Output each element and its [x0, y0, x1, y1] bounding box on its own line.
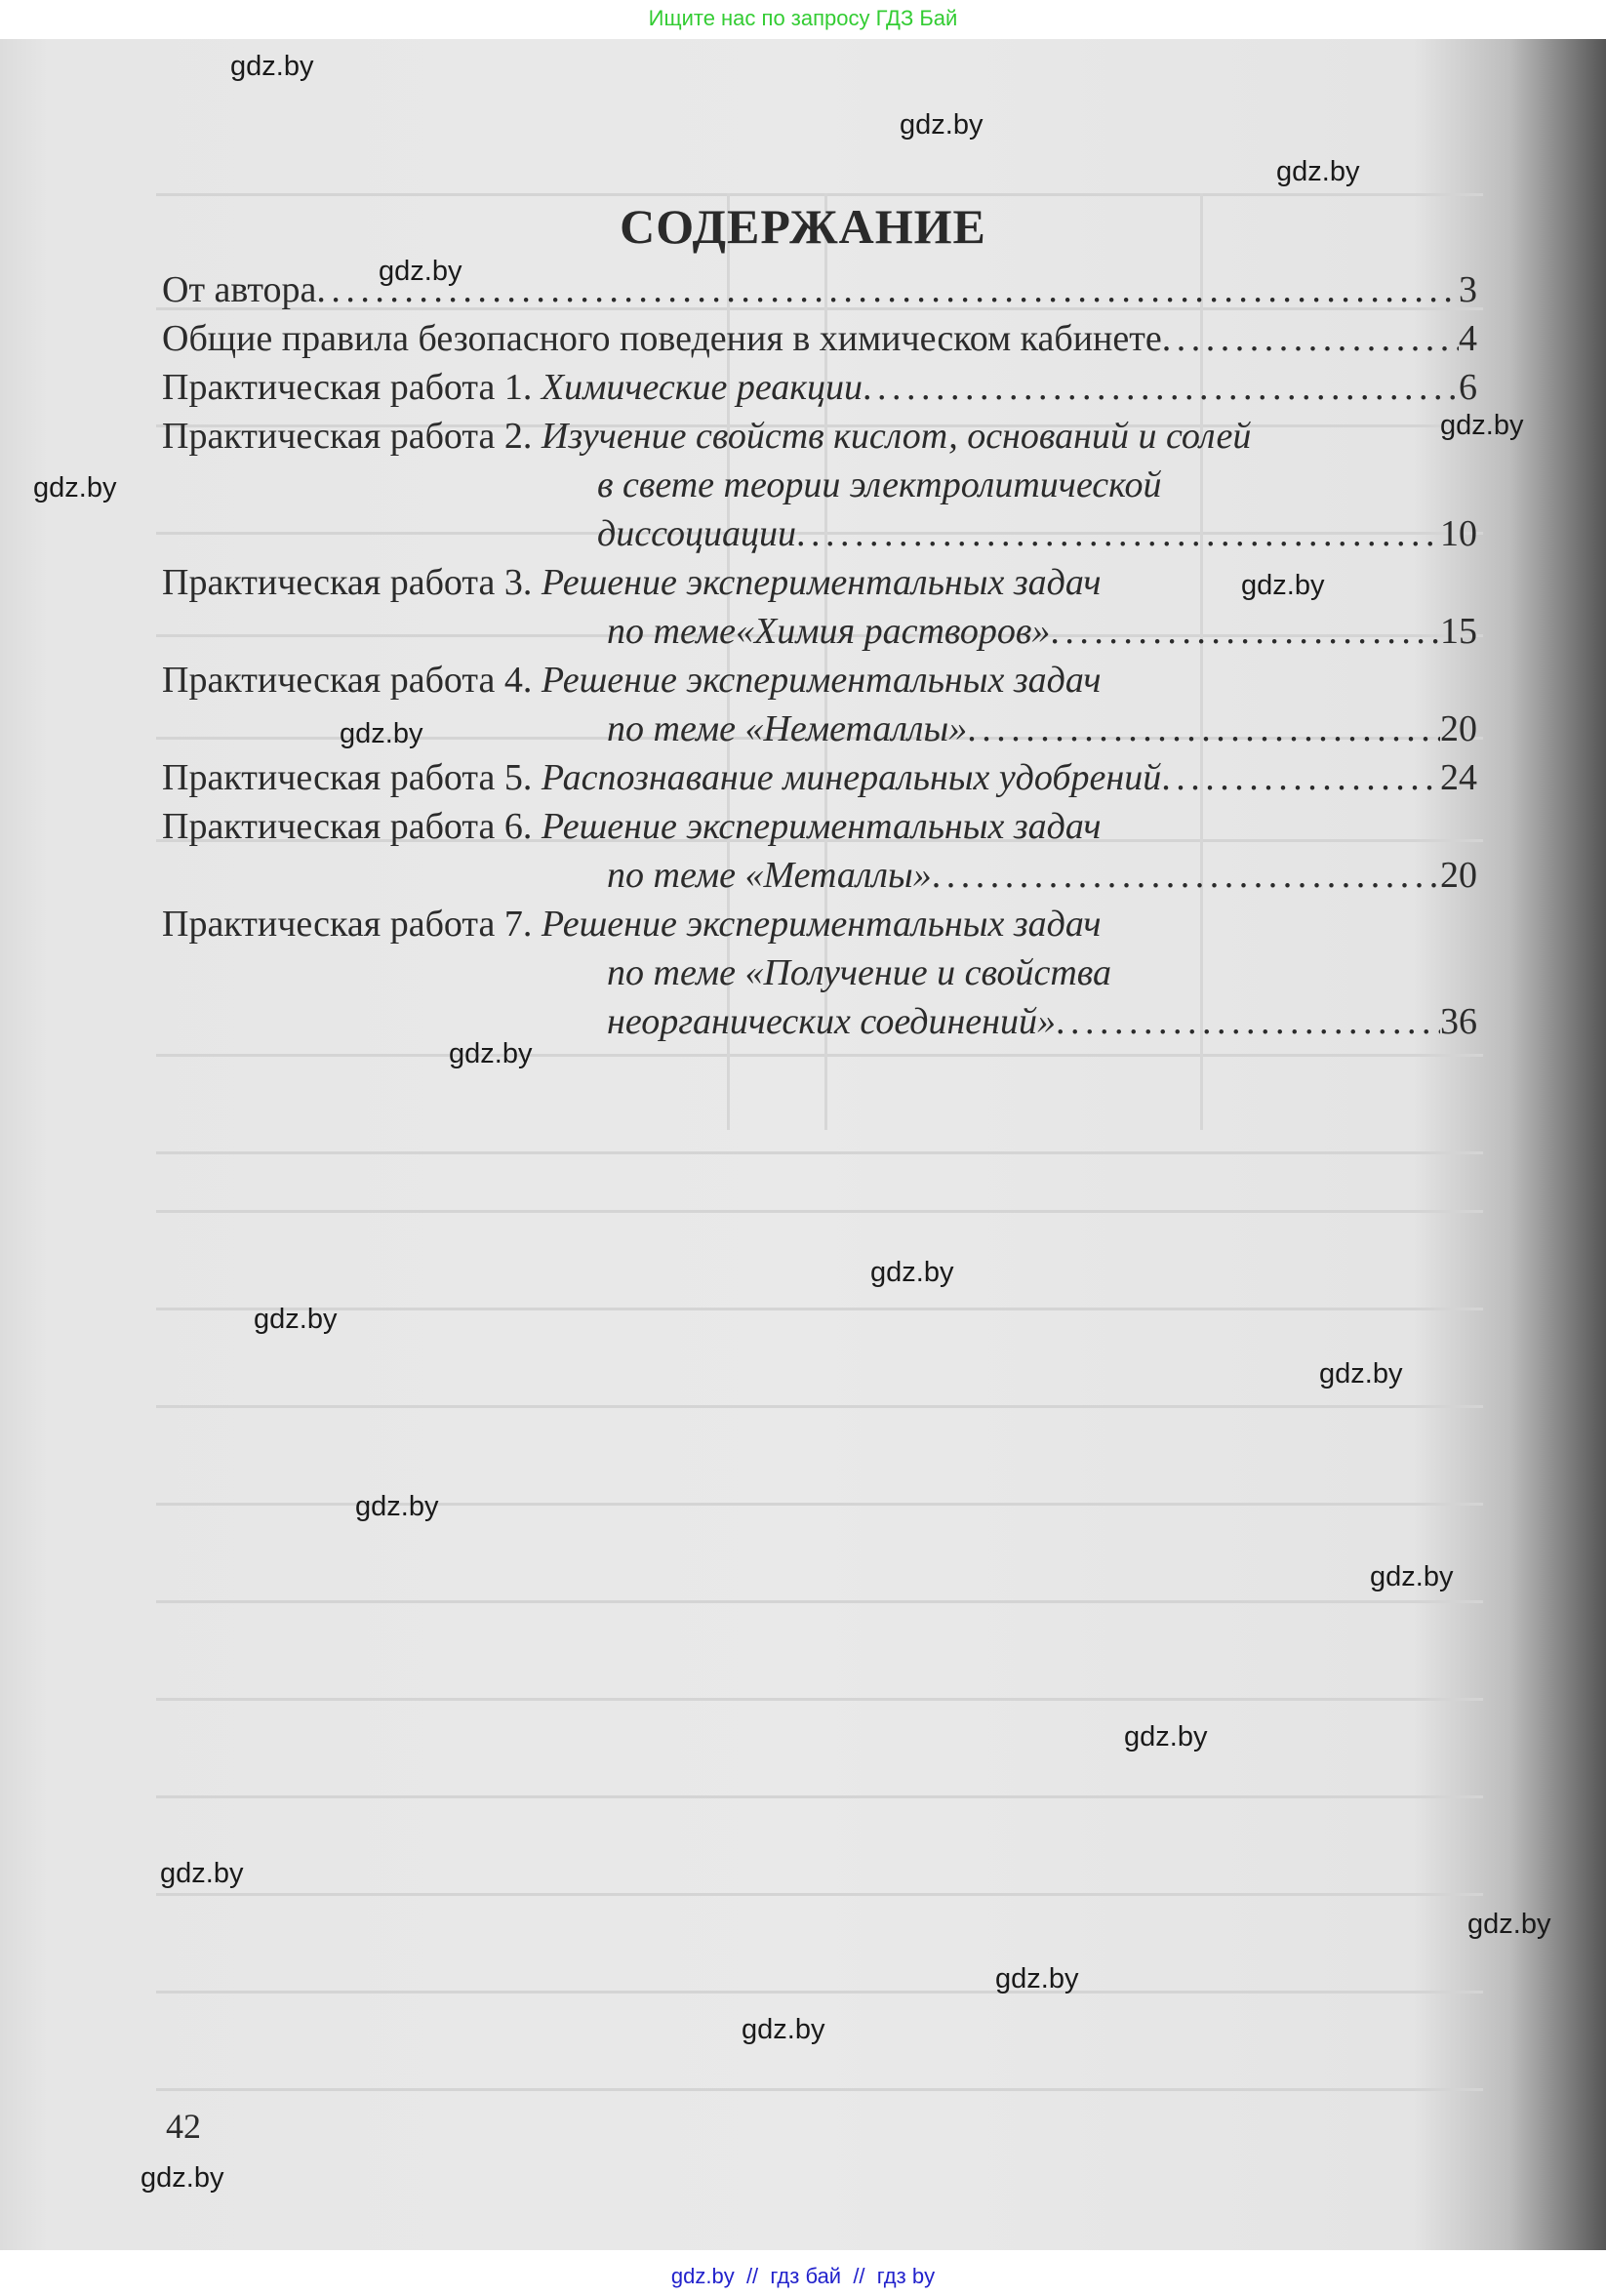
watermark: gdz.by	[1319, 1358, 1403, 1390]
toc-entry[interactable]	[162, 802, 1477, 851]
toc-page-number: 10	[1440, 513, 1477, 554]
ghost-line	[156, 2088, 1483, 2091]
toc-entry-label: Общие правила безопасного поведения в химическом кабинете	[162, 318, 1162, 359]
ghost-line	[156, 1991, 1483, 1994]
toc-entry-continuation	[607, 997, 1477, 1046]
toc-entry-continuation	[607, 948, 1477, 997]
toc-entry-topic: Распознавание минеральных удобрений	[541, 757, 1162, 798]
toc-page-number: 24	[1440, 757, 1477, 798]
watermark: gdz.by	[1241, 570, 1325, 601]
leader-dots	[1056, 997, 1440, 1046]
watermark: gdz.by	[1370, 1561, 1454, 1592]
watermark: gdz.by	[141, 2162, 224, 2194]
toc-entry[interactable]	[162, 900, 1477, 948]
toc-entry[interactable]	[162, 412, 1477, 461]
toc-entry-topic: по теме «Неметаллы»	[607, 708, 968, 749]
ghost-line	[156, 1210, 1483, 1213]
leader-dots	[967, 705, 1440, 753]
toc-entry-continuation	[597, 461, 1477, 509]
leader-dots	[932, 851, 1440, 900]
ghost-line	[156, 193, 1483, 196]
leader-dots	[1050, 607, 1440, 656]
toc-entry-topic: в свете теории электролитической	[597, 464, 1162, 505]
ghost-line	[156, 1151, 1483, 1154]
toc-entry-label: Практическая работа 6.	[162, 806, 542, 847]
watermark: gdz.by	[340, 718, 423, 749]
toc-entry-label: От автора	[162, 269, 317, 310]
toc-entry[interactable]	[162, 314, 1477, 363]
toc-entry[interactable]	[162, 265, 1477, 314]
toc-page-number: 20	[1440, 708, 1477, 749]
leader-dots	[1161, 753, 1440, 802]
watermark: gdz.by	[995, 1963, 1079, 1994]
watermark: gdz.by	[254, 1304, 338, 1335]
watermark: gdz.by	[33, 472, 117, 504]
toc-entry-label: Практическая работа 3.	[162, 562, 542, 603]
toc-entry-topic: Изучение свойств кислот, оснований и солей	[541, 416, 1252, 457]
toc-entry-label: Практическая работа 2.	[162, 416, 542, 457]
toc-entry-topic: Решение экспериментальных задач	[541, 904, 1102, 945]
toc-page-number: 20	[1440, 855, 1477, 896]
leader-dots	[316, 265, 1459, 314]
toc-entry[interactable]	[162, 363, 1477, 412]
toc-entry-label: Практическая работа 4.	[162, 660, 542, 701]
ghost-line	[156, 1054, 1483, 1057]
ghost-line	[156, 1893, 1483, 1896]
watermark: gdz.by	[870, 1257, 954, 1288]
toc-entry-topic: по теме «Металлы»	[607, 855, 932, 896]
toc-entry-topic: Решение экспериментальных задач	[541, 806, 1102, 847]
toc-entry-label: Практическая работа 1.	[162, 367, 542, 408]
watermark: gdz.by	[379, 256, 462, 287]
toc-page-number: 4	[1459, 318, 1477, 359]
top-banner[interactable]: Ищите нас по запросу ГДЗ Бай	[648, 6, 958, 30]
ghost-line	[156, 1795, 1483, 1798]
leader-dots	[796, 509, 1440, 558]
watermark: gdz.by	[355, 1491, 439, 1522]
watermark: gdz.by	[1440, 410, 1524, 441]
toc-entry-label: Практическая работа 5.	[162, 757, 542, 798]
ghost-line	[156, 1698, 1483, 1701]
page-number: 42	[166, 2107, 201, 2146]
toc-entry-topic: по теме«Химия растворов»	[607, 611, 1051, 652]
toc-page-number: 3	[1459, 269, 1477, 310]
toc-entry-continuation	[597, 509, 1477, 558]
toc-entry-topic: Химические реакции	[541, 367, 863, 408]
leader-dots	[863, 363, 1459, 412]
toc-entry-topic: диссоциации	[597, 513, 797, 554]
contents-title: СОДЕРЖАНИЕ	[620, 199, 986, 254]
watermark: gdz.by	[449, 1038, 533, 1069]
watermark: gdz.by	[230, 51, 314, 82]
watermark: gdz.by	[1124, 1721, 1208, 1752]
toc-page-number: 36	[1440, 1001, 1477, 1042]
toc-page-number: 15	[1440, 611, 1477, 652]
leader-dots	[1162, 314, 1459, 363]
toc-entry[interactable]	[162, 656, 1477, 705]
toc-entry[interactable]	[162, 753, 1477, 802]
toc-entry-label: Практическая работа 7.	[162, 904, 542, 945]
toc-entry-topic: Решение экспериментальных задач	[541, 562, 1102, 603]
toc-entry-topic: Решение экспериментальных задач	[541, 660, 1102, 701]
toc-entry-continuation	[607, 851, 1477, 900]
ghost-line	[156, 1308, 1483, 1310]
toc-page-number: 6	[1459, 367, 1477, 408]
toc-entry-topic: по теме «Получение и свойства	[607, 952, 1112, 993]
watermark: gdz.by	[900, 109, 984, 141]
toc-entry-continuation	[607, 705, 1477, 753]
toc-entry-continuation	[607, 607, 1477, 656]
ghost-line	[156, 1405, 1483, 1408]
bottom-banner[interactable]: gdz.by // гдз бай // гдз by	[670, 2264, 936, 2288]
watermark: gdz.by	[160, 1858, 244, 1889]
ghost-line	[156, 1600, 1483, 1603]
watermark: gdz.by	[1467, 1909, 1551, 1940]
toc-entry-topic: неорганических соединений»	[607, 1001, 1057, 1042]
watermark: gdz.by	[742, 2014, 825, 2045]
watermark: gdz.by	[1276, 156, 1360, 187]
